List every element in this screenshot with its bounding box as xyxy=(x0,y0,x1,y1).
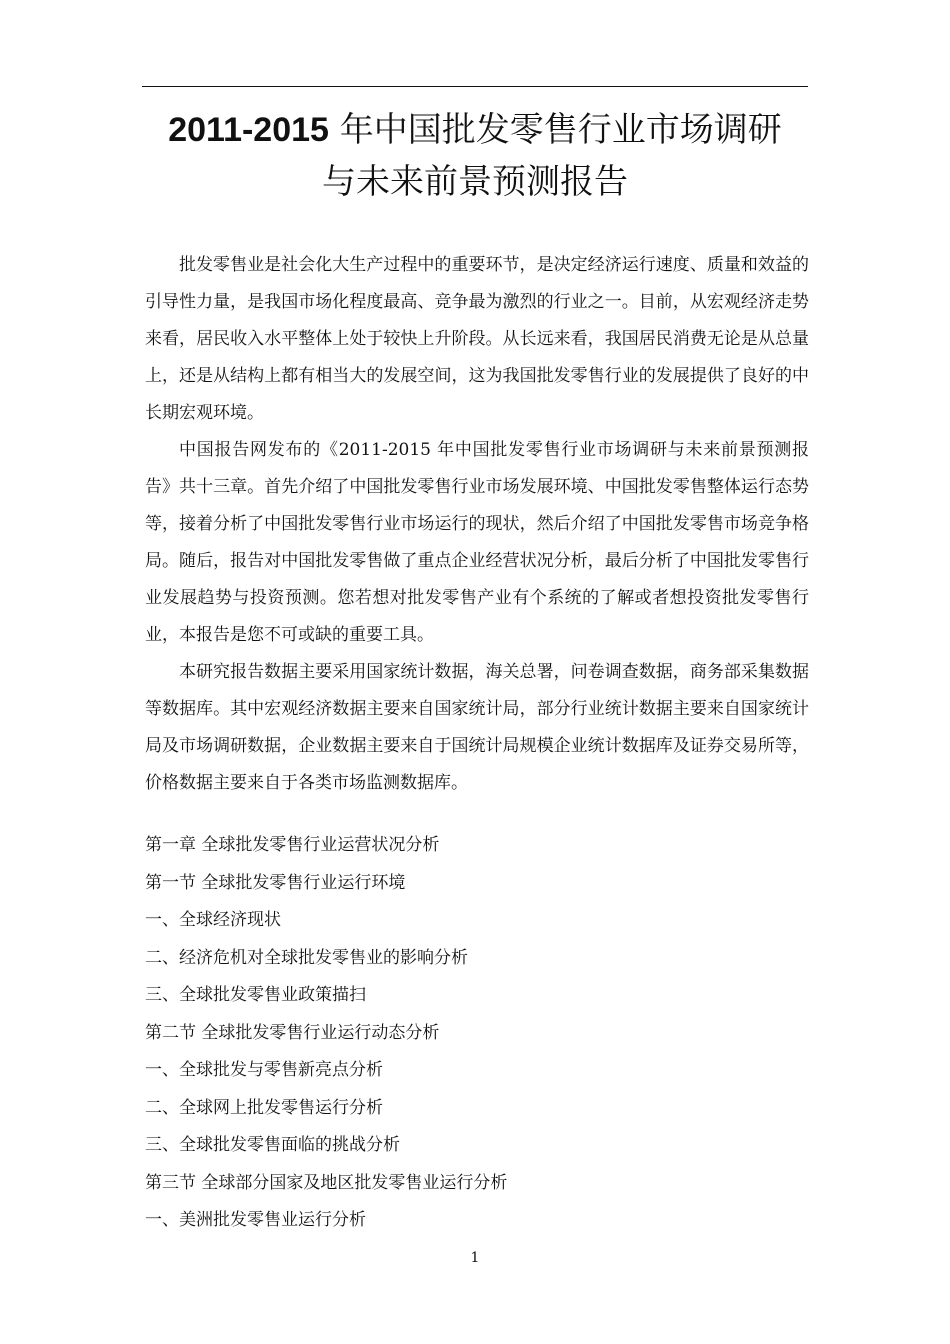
table-of-contents xyxy=(145,827,809,1240)
paragraph: 中国报告网发布的《2011-2015 年中国批发零售行业市场调研与未来前景预测报告》共十三章。首先介绍了中国批发零售行业市场发展环境、中国批发零售整体运行态势等，接着分析了中国批发零售行业市场运行的现状，然后介绍了中国批发零售市场竞争格局。随后，报告对中国批发零售做了重点企业经营状况分析，最后分析了中国批发零售行业发展趋势与投资预测。您若想对批发零售产业有个系统的了解或者想投资批发零售行业，本报告是您不可或缺的重要工具。 xyxy=(145,440,809,645)
document-title xyxy=(142,104,808,208)
title-line2: 与未来前景预测报告 xyxy=(322,162,628,202)
paragraph: 批发零售业是社会化大生产过程中的重要环节，是决定经济运行速度、质量和效益的引导性力量，是我国市场化程度最高、竞争最为激烈的行业之一。目前，从宏观经济走势来看，居民收入水平整体上处于较快上升阶段。从长远来看，我国居民消费无论是从总量上，还是从结构上都有相当大的发展空间，这为我国批发零售行业的发展提供了良好的中长期宏观环境。 xyxy=(145,255,809,423)
toc-item: 一、全球批发与零售新亮点分析 xyxy=(145,1060,383,1080)
toc-item: 第二节 全球批发零售行业运行动态分析 xyxy=(145,1022,440,1043)
title-year: 2011-2015 xyxy=(168,111,329,149)
toc-item: 一、全球经济现状 xyxy=(145,910,281,930)
toc-item: 三、全球批发零售面临的挑战分析 xyxy=(145,1135,400,1155)
body-text xyxy=(145,247,809,802)
toc-item: 二、全球网上批发零售运行分析 xyxy=(145,1097,383,1118)
toc-item: 第一节 全球批发零售行业运行环境 xyxy=(145,872,406,893)
header-rule xyxy=(142,86,808,87)
paragraph: 本研究报告数据主要采用国家统计数据，海关总署，问卷调查数据，商务部采集数据等数据库。其中宏观经济数据主要来自国家统计局，部分行业统计数据主要来自国家统计局及市场调研数据，企业数据主要来自于国统计局规模企业统计数据库及证券交易所等，价格数据主要来自于各类市场监测数据库。 xyxy=(145,662,809,793)
toc-item: 二、经济危机对全球批发零售业的影响分析 xyxy=(145,947,468,968)
title-line1-rest: 年中国批发零售行业市场调研 xyxy=(339,110,782,150)
toc-item: 一、美洲批发零售业运行分析 xyxy=(145,1210,366,1230)
toc-item: 第一章 全球批发零售行业运营状况分析 xyxy=(145,835,440,855)
toc-item: 三、全球批发零售业政策描扫 xyxy=(145,985,366,1005)
page-number: 1 xyxy=(470,1250,480,1266)
toc-item: 第三节 全球部分国家及地区批发零售业运行分析 xyxy=(145,1172,508,1193)
